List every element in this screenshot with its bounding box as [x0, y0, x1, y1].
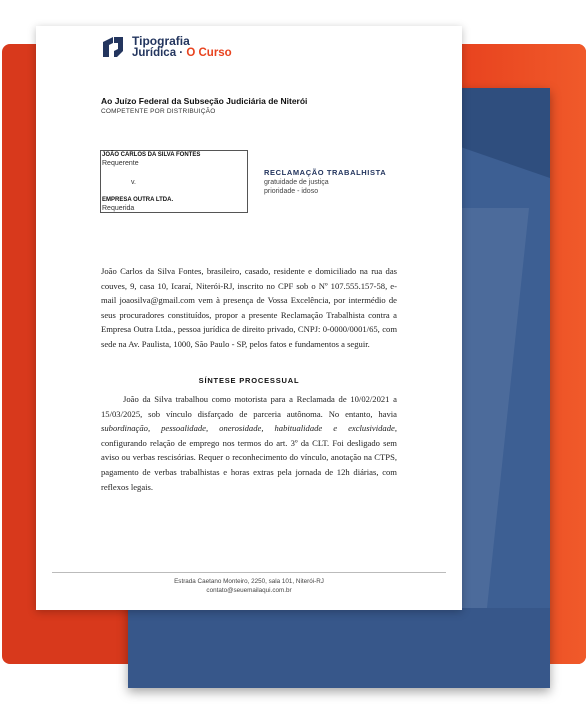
footer-address: Estrada Caetano Monteiro, 2250, sala 101, Niterói-RJ: [174, 578, 324, 585]
plaintiff-name: JOÃO CARLOS DA SILVA FONTES: [102, 152, 201, 158]
court-header: [101, 96, 307, 115]
footer-divider: [52, 572, 446, 573]
court-subtitle: COMPETENTE POR DISTRIBUIÇÃO: [101, 108, 216, 115]
document-page: [36, 26, 462, 610]
brand-name-line1: Tipografia: [132, 34, 190, 48]
claim-item: gratuidade de justiça: [264, 179, 329, 186]
section-title: SÍNTESE PROCESSUAL: [198, 376, 300, 385]
claim-item: prioridade - idoso: [264, 188, 319, 195]
footer: [52, 577, 446, 595]
brand-logo-icon: [100, 34, 126, 60]
brand-name-line2: [132, 47, 232, 59]
parties-box: [100, 150, 248, 213]
court-title: Ao Juízo Federal da Subseção Judiciária de Niterói: [101, 96, 308, 106]
synthesis-text: , configurando relação de emprego nos termos do art. 3º da CLT. Foi desligado sem aviso ou verbas rescisórias. Requer o reconhecimento do vínculo, anotação na CTPS, pagamento de verbas trabalhistas e horas extras pela jornada de 12h diárias, com reflexos legais.: [101, 423, 397, 492]
blue-bottom-band: [128, 608, 550, 688]
footer-email: contato@seuemailaqui.com.br: [206, 587, 292, 594]
synthesis-italic-text: subordinação, pessoalidade, onerosidade, habitualidade e exclusividade: [101, 423, 395, 434]
claim-block: [264, 168, 386, 195]
intro-paragraph: João Carlos da Silva Fontes, brasileiro, casado, residente e domiciliado na rua das couves, 9, casa 10, Icaraí, Niterói-RJ, inscrito no CPF sob o Nº 107.555.157-58, e-mail joaosilva@gmail.com vem à presença de Vossa Excelência, por intermédio de seus procuradores constituídos, propor a presente Reclamação Trabalhista contra a Empresa Outra Ltda., pessoa jurídica de direito privado, CNPJ: 0-0000/0001/65, com sede na Av. Paulista, 1000, São Paulo - SP, pelos fatos e fundamentos a seguir.: [101, 266, 397, 349]
plaintiff-role: Requerente: [102, 160, 139, 167]
versus-label: v.: [131, 179, 136, 186]
claim-title: RECLAMAÇÃO TRABALHISTA: [264, 168, 387, 177]
brand-name-main: Jurídica: [132, 47, 177, 59]
defendant-role: Requerida: [102, 205, 135, 212]
brand-name-accent: O Curso: [186, 47, 232, 59]
brand-name-separator: ·: [176, 47, 187, 59]
defendant-name: EMPRESA OUTRA LTDA.: [102, 197, 174, 203]
synthesis-paragraph: [101, 392, 397, 494]
brand-logo: [100, 34, 232, 60]
synthesis-text: João da Silva trabalhou como motorista para a Reclamada de 10/02/2021 a 15/03/2025, sob vínculo disfarçado de parceria autônoma. No entanto, havia: [101, 394, 397, 419]
